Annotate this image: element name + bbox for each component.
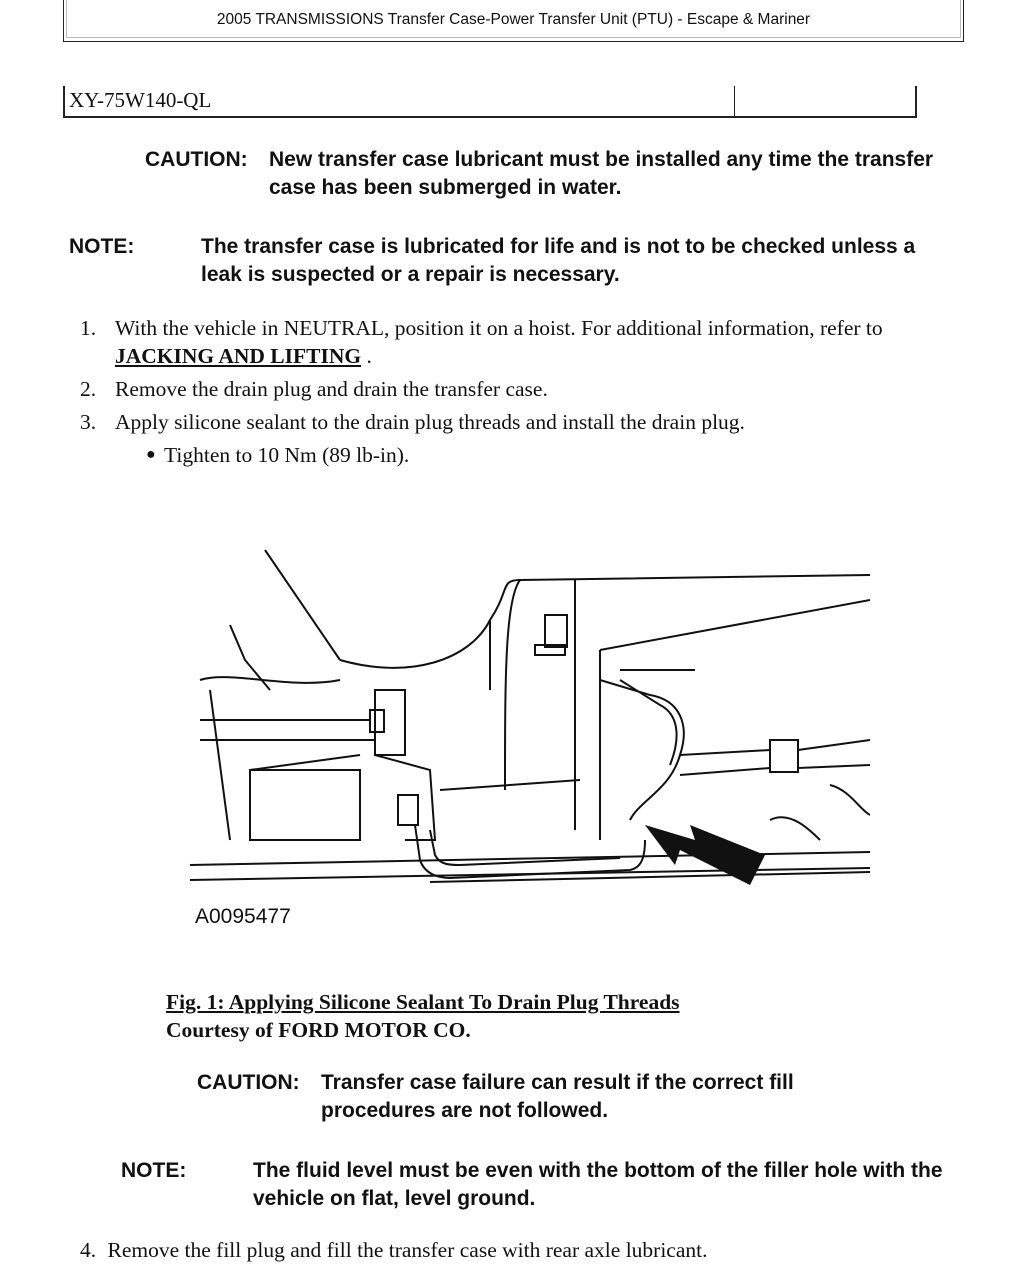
note-block-1 [69, 233, 949, 293]
step-2 [80, 375, 960, 403]
bullet-text: Tighten to 10 Nm (89 lb-in). [164, 443, 410, 467]
bullet-dot-icon: ● [146, 446, 156, 463]
caution-label: CAUTION: [197, 1071, 300, 1094]
page-header [63, 0, 964, 42]
note-label: NOTE: [69, 235, 135, 258]
jacking-and-lifting-link[interactable]: JACKING AND LIFTING [115, 344, 362, 368]
step-number: 1. [80, 316, 97, 340]
spec-code: XY-75W140-QL [69, 88, 212, 112]
figure-drain-plug [190, 540, 870, 940]
figure-caption-title[interactable]: Fig. 1: Applying Silicone Sealant To Drain Plug Threads [166, 990, 680, 1014]
note-text: The fluid level must be even with the bottom of the filler hole with the vehicle on flat, level ground. [253, 1159, 943, 1210]
step-text: Remove the drain plug and drain the transfer case. [115, 377, 548, 401]
spec-table-row [63, 86, 917, 118]
bullet-item [80, 441, 960, 469]
step-text-end: . [366, 344, 372, 368]
procedure-steps [80, 314, 960, 469]
header-inner-border [66, 0, 961, 38]
step-text: Apply silicone sealant to the drain plug threads and install the drain plug. [115, 410, 745, 434]
caution-label: CAUTION: [145, 148, 248, 171]
step-text: Remove the fill plug and fill the transfer case with rear axle lubricant. [107, 1238, 708, 1262]
note-block-2 [121, 1157, 971, 1217]
figure-courtesy: Courtesy of FORD MOTOR CO. [166, 1018, 471, 1042]
note-label: NOTE: [121, 1159, 187, 1182]
drain-plug-illustration [190, 540, 870, 940]
note-text: The transfer case is lubricated for life and is not to be checked unless a leak is suspected or a repair is necessary. [201, 235, 916, 286]
step-text: With the vehicle in NEUTRAL, position it on a hoist. For additional information, refer to [115, 316, 883, 340]
figure-caption [166, 988, 680, 1044]
step-number: 4. [80, 1238, 97, 1262]
table-divider [734, 86, 735, 116]
caution-block-2 [197, 1069, 957, 1129]
header-title: 2005 TRANSMISSIONS Transfer Case-Power Transfer Unit (PTU) - Escape & Mariner [216, 11, 811, 28]
step-number: 3. [80, 410, 97, 434]
figure-id-label: A0095477 [195, 905, 291, 928]
caution-block-1 [145, 146, 945, 206]
step-3 [80, 408, 960, 436]
step-4 [80, 1238, 707, 1263]
caution-text: Transfer case failure can result if the correct fill procedures are not followed. [321, 1071, 794, 1122]
step-number: 2. [80, 377, 97, 401]
step-1 [80, 314, 960, 370]
caution-text: New transfer case lubricant must be installed any time the transfer case has been submerged in water. [269, 148, 934, 199]
